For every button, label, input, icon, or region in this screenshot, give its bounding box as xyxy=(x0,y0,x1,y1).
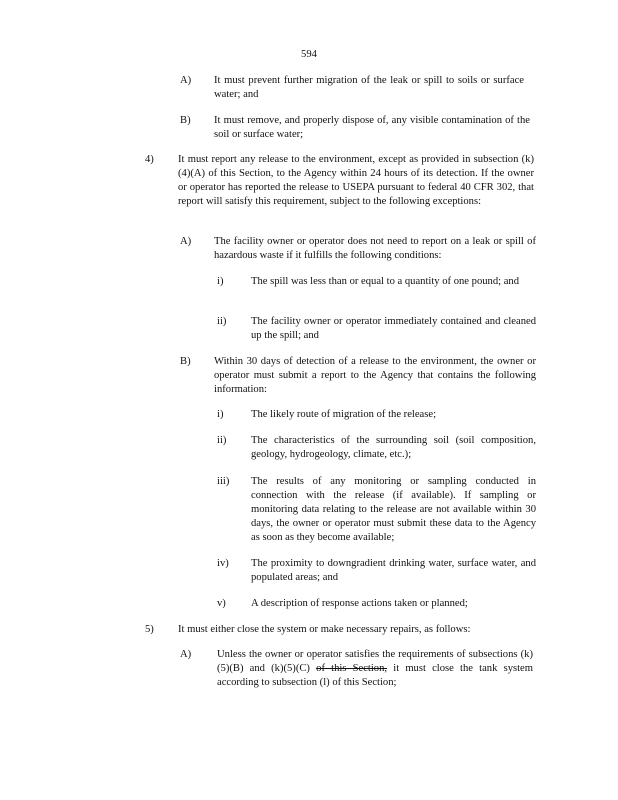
page-number: 594 xyxy=(301,49,317,60)
section-4-b-iv-label: iv) xyxy=(217,558,229,569)
section-4-b-v-text: A description of response actions taken or planned; xyxy=(251,598,468,609)
section-5-a-text xyxy=(217,648,533,690)
section-4-label: 4) xyxy=(145,154,154,165)
item-a-label: A) xyxy=(180,75,192,86)
section-4-a-i-text: The spill was less than or equal to a quantity of one pound; and xyxy=(251,276,520,287)
section-5-a-struck-text: of this Section, xyxy=(316,663,388,674)
section-4-b-ii-label: ii) xyxy=(217,435,227,446)
section-4-a-label: A) xyxy=(180,236,192,247)
section-4-a-ii-label: ii) xyxy=(217,316,227,327)
section-5-a-text-before: Unless the owner or operator satisfies the requirements of subsections (k)(5)(B) and (k)(5)(C) xyxy=(217,649,533,674)
section-5-text: It must either close the system or make necessary repairs, as follows: xyxy=(178,624,471,635)
item-a-text: It must prevent further migration of the leak or spill to soils or surface water; and xyxy=(214,75,524,100)
section-4-b-iii-text: The results of any monitoring or sampling conducted in connection with the release (if available). If sampling or monitoring data relating to the release are not available within 30 days, the owner or operator must submit these data to the Agency as soon as they become available; xyxy=(251,476,536,543)
section-4-b-i-text: The likely route of migration of the release; xyxy=(251,409,437,420)
item-b-label: B) xyxy=(180,115,191,126)
section-4-text: It must report any release to the environment, except as provided in subsection (k)(4)(A) of this Section, to the Agency within 24 hours of its detection. If the owner or operator has reported the release to USEPA pursuant to federal 40 CFR 302, that report will satisfy this requirement, subject to the following exceptions: xyxy=(178,154,534,207)
section-4-a-ii-text: The facility owner or operator immediately contained and cleaned up the spill; and xyxy=(251,316,536,341)
section-4-a-text: The facility owner or operator does not need to report on a leak or spill of hazardous waste if it fulfills the following conditions: xyxy=(214,236,536,261)
section-4-b-i-label: i) xyxy=(217,409,224,420)
section-4-b-iii-label: iii) xyxy=(217,476,230,487)
section-5-a-text-after: it must close the tank system according to subsection (l) of this Section; xyxy=(217,663,533,688)
section-4-b-label: B) xyxy=(180,356,191,367)
section-4-b-iv-text: The proximity to downgradient drinking water, surface water, and populated areas; and xyxy=(251,558,536,583)
section-4-b-v-label: v) xyxy=(217,598,226,609)
section-4-b-text: Within 30 days of detection of a release to the environment, the owner or operator must submit a report to the Agency that contains the following information: xyxy=(214,356,536,395)
item-b-text: It must remove, and properly dispose of, any visible contamination of the soil or surface water; xyxy=(214,115,530,140)
section-4-a-i-label: i) xyxy=(217,276,224,287)
section-5-a-label: A) xyxy=(180,649,192,660)
section-5-label: 5) xyxy=(145,624,154,635)
section-4-b-ii-text: The characteristics of the surrounding soil (soil composition, geology, hydrogeology, climate, etc.); xyxy=(251,435,536,460)
